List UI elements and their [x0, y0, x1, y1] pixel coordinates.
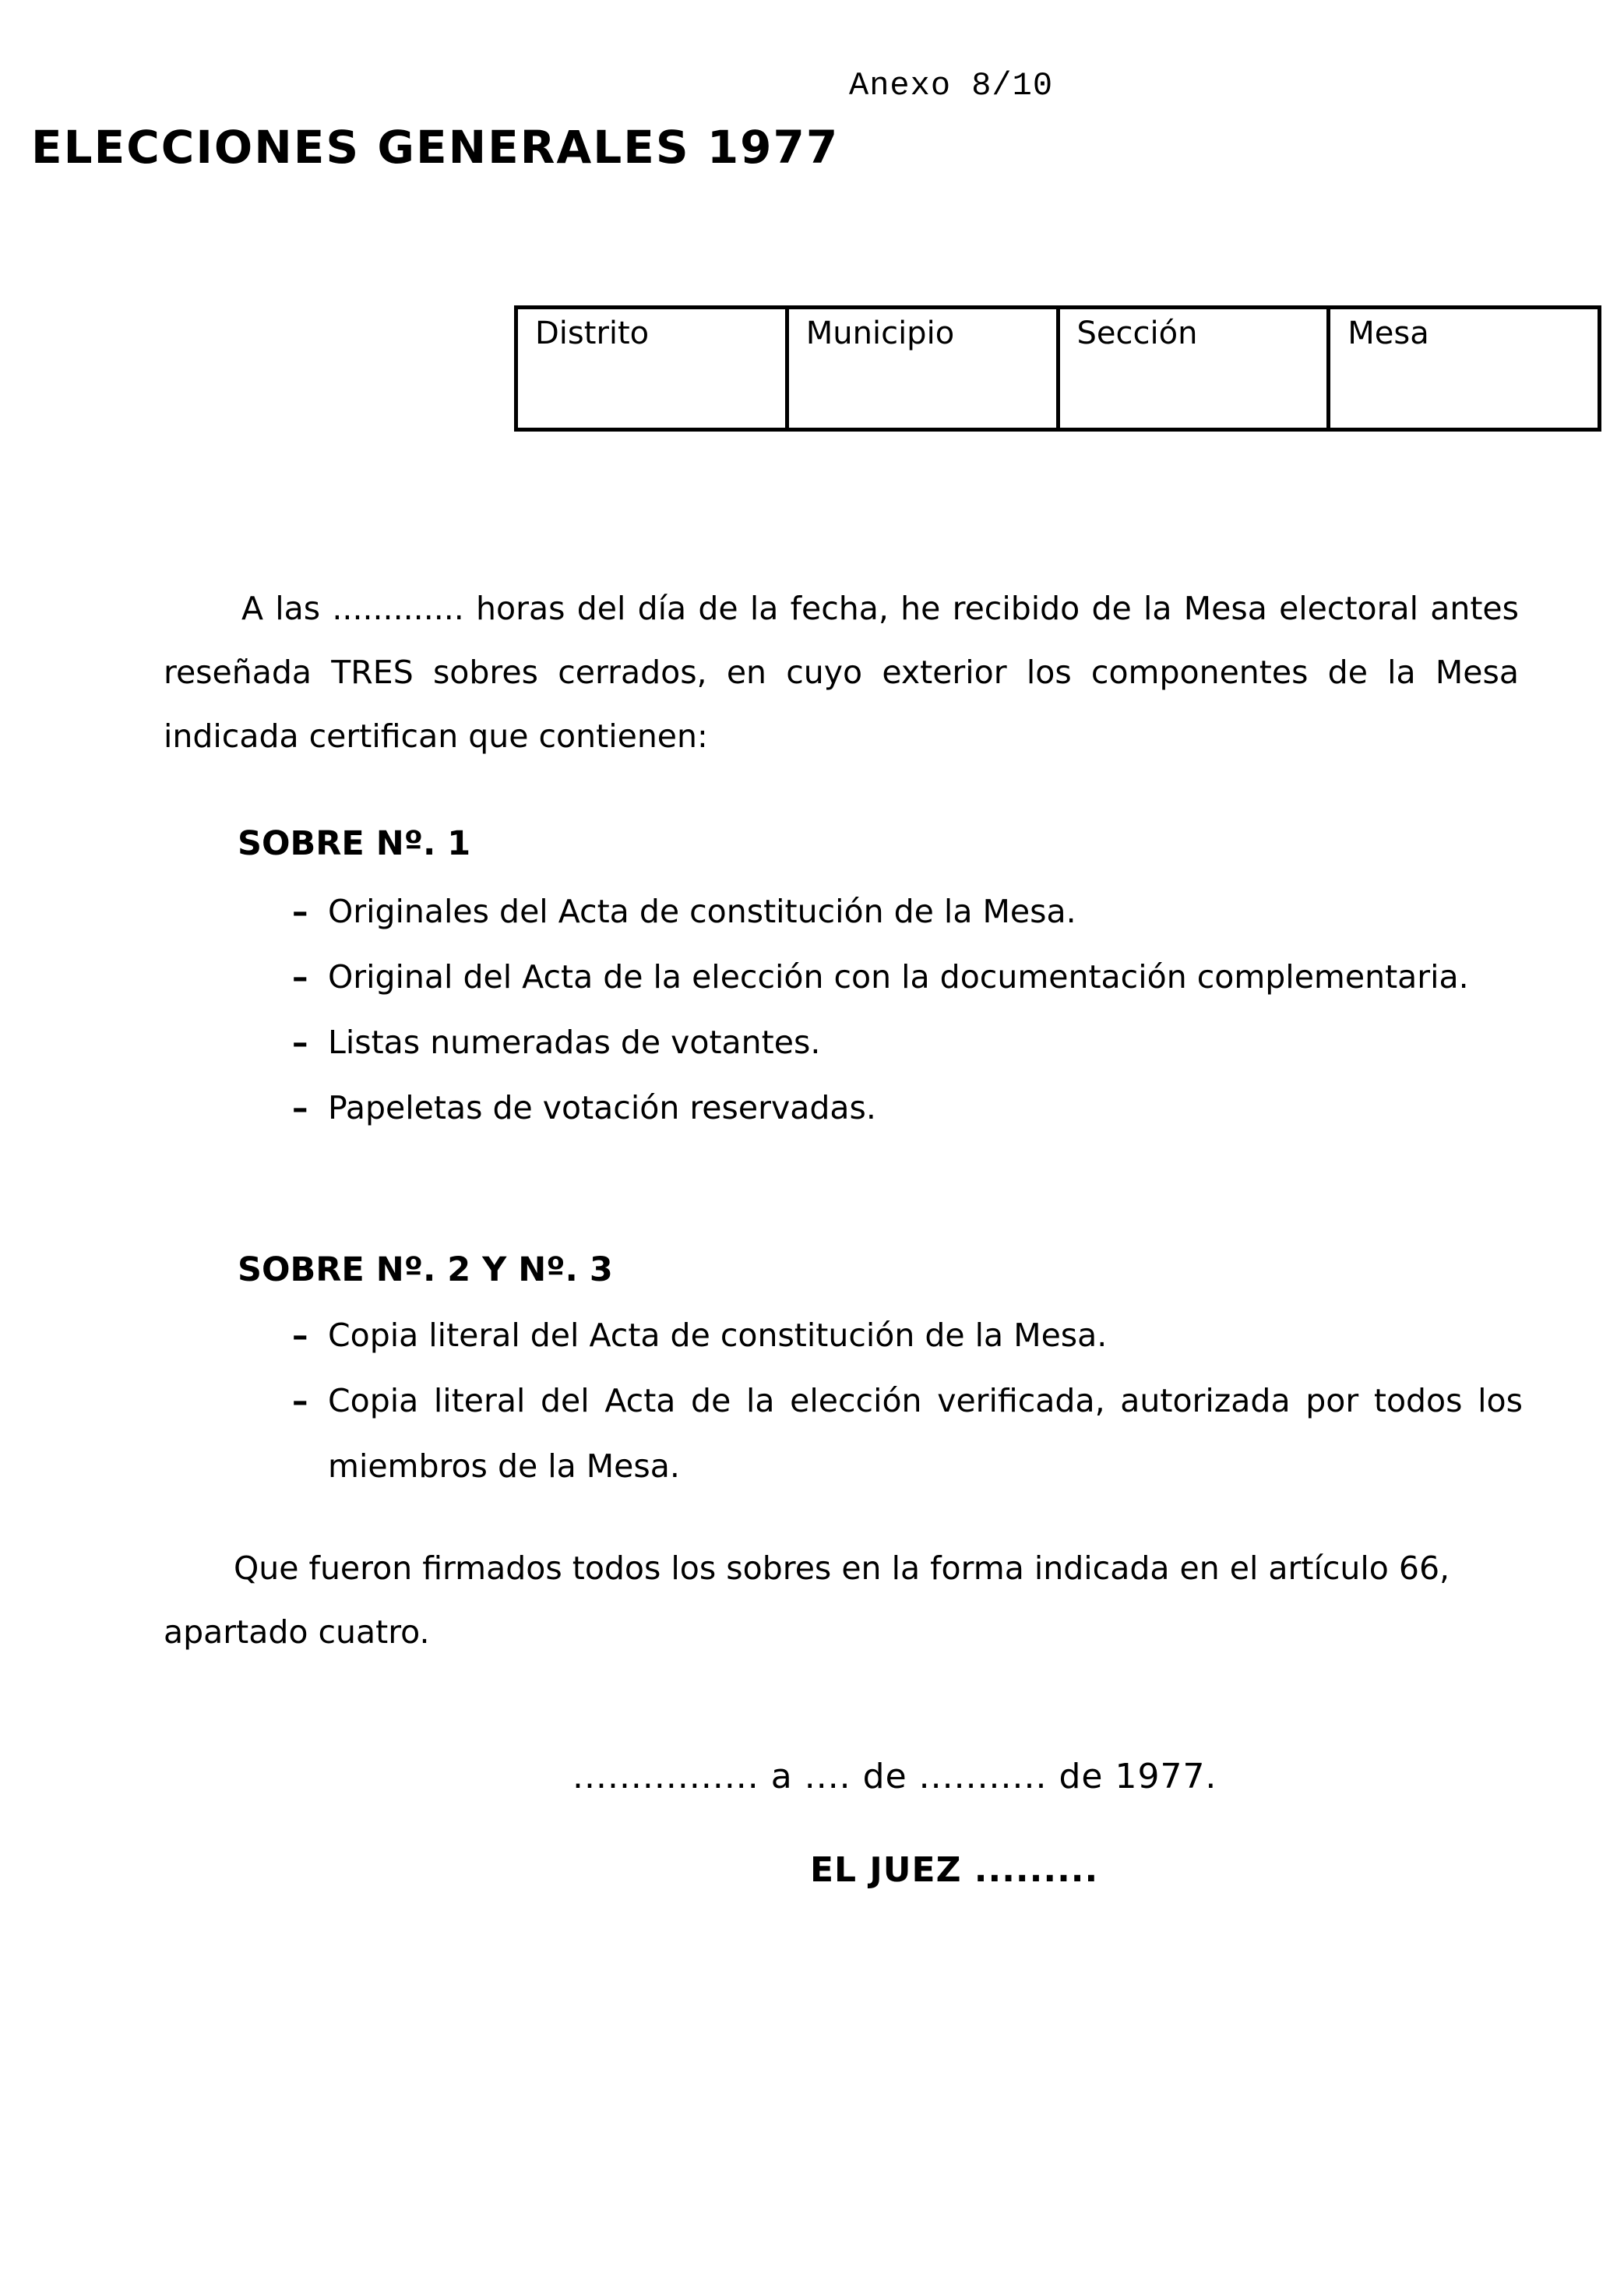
list-item: – Copia literal del Acta de la elección verificada, autorizada por todos los miembros de la Mesa.	[292, 1368, 1523, 1499]
list-item: – Originales del Acta de constitución de la Mesa.	[292, 879, 1523, 944]
sobre1-title: SOBRE Nº. 1	[238, 824, 471, 863]
sobre1-list	[292, 879, 1523, 1140]
date-line: ................ a .... de ........... de 1977.	[572, 1757, 1217, 1796]
list-item: – Papeletas de votación reservadas.	[292, 1075, 1523, 1140]
annex-number: Anexo 8/10	[849, 67, 1054, 104]
table-cell: Mesa	[1329, 308, 1600, 430]
document-title: ELECCIONES GENERALES 1977	[31, 121, 840, 174]
section-cell: Sección	[1058, 308, 1329, 430]
list-item: – Listas numeradas de votantes.	[292, 1010, 1523, 1075]
list-item: – Copia literal del Acta de constitución de la Mesa.	[292, 1303, 1523, 1368]
list-item: – Original del Acta de la elección con la documentación complementaria.	[292, 944, 1523, 1010]
identification-table	[514, 305, 1601, 432]
closing-paragraph	[164, 1536, 1519, 1664]
sobre2-list	[292, 1303, 1523, 1499]
closing-text: Que fueron firmados todos los sobres en la forma indicada en el artículo 66, apartado cuatro.	[164, 1549, 1450, 1651]
district-cell: Distrito	[516, 308, 787, 430]
intro-paragraph	[164, 576, 1519, 768]
sobre2-title: SOBRE Nº. 2 Y Nº. 3	[238, 1250, 613, 1289]
judge-signature: EL JUEZ .........	[810, 1850, 1099, 1890]
intro-text: A las ............. horas del día de la fecha, he recibido de la Mesa electoral antes reseñada TRES sobres cerrados, en cuyo exterior los componentes de la Mesa indicada certifican que contienen:	[164, 590, 1519, 755]
municipality-cell: Municipio	[787, 308, 1058, 430]
